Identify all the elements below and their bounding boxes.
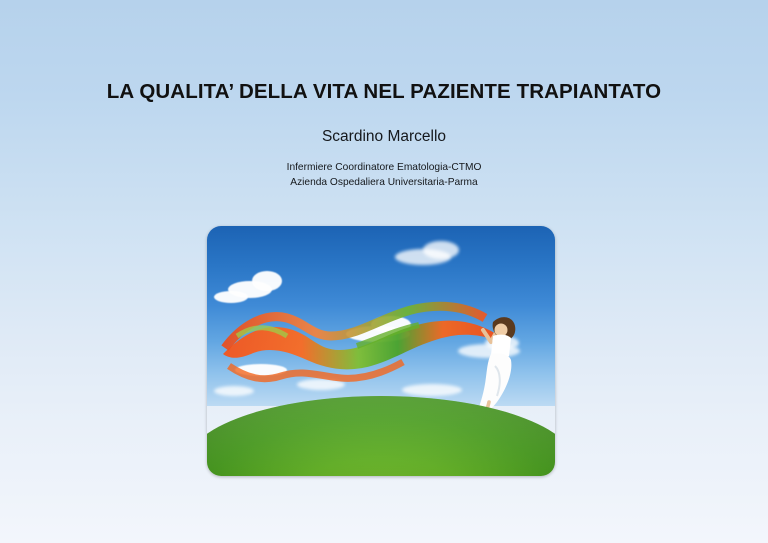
affiliation-line-1: Infermiere Coordinatore Ematologia-CTMO <box>286 162 482 173</box>
author-name: Scardino Marcello <box>321 128 447 145</box>
affiliation-line-2: Azienda Ospedaliera Universitaria-Parma <box>290 177 478 188</box>
slide-photograph <box>207 226 555 476</box>
page-title: LA QUALITA’ DELLA VITA NEL PAZIENTE TRAPIANTATO <box>106 80 662 103</box>
